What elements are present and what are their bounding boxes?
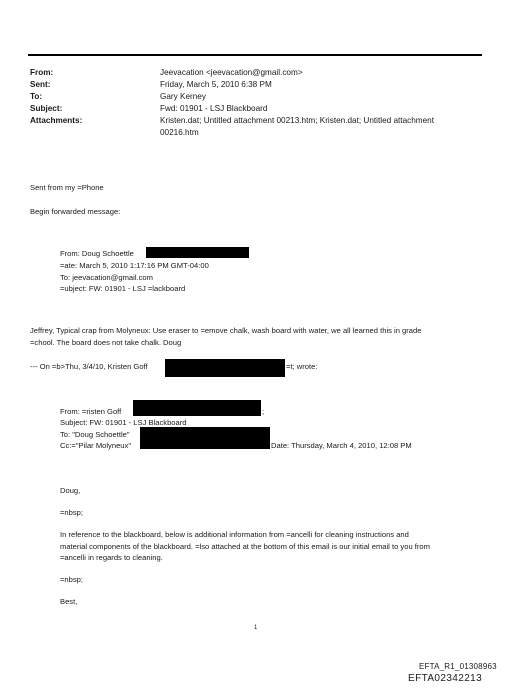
signoff-best: Best,	[60, 597, 78, 606]
page-number: 1	[254, 625, 258, 631]
fwd2-date: Date: Thursday, March 4, 2010, 12:08 PM	[271, 441, 412, 450]
fwd2-from: From: =risten Goff	[60, 407, 122, 416]
fwd2-subject: Subject: FW: 01901 - LSJ Blackboard	[60, 418, 187, 427]
fwd2-cc: Cc:="Pilar Molyneux"	[60, 441, 132, 450]
fwd2-from-suffix: ;	[262, 407, 265, 416]
fwd1-subject: =ubject: FW: 01901 - LSJ =lackboard	[60, 284, 186, 293]
on-line-suffix: =t; wrote:	[286, 362, 318, 371]
reference-line-1: In reference to the blackboard, below is additional information from =ancelli for cleaning instructions and	[60, 530, 409, 539]
fwd1-from: From: Doug Schoettle	[60, 249, 134, 258]
attachments-line-1: Kristen.dat; Untitled attachment 00213.htm; Kristen.dat; Untitled attachment	[160, 116, 434, 125]
redaction-box	[146, 247, 249, 258]
footer-bates-efta: EFTA02342213	[408, 673, 483, 684]
redaction-box	[133, 400, 261, 416]
footer-bates-r1: EFTA_R1_01308963	[419, 662, 497, 671]
to-label: To:	[30, 92, 43, 101]
redaction-box	[165, 359, 285, 377]
fwd1-to: To: jeevacation@gmail.com	[60, 273, 153, 282]
sent-value: Friday, March 5, 2010 6:38 PM	[160, 80, 272, 89]
on-line-prefix: --- On =b>Thu, 3/4/10, Kristen Goff	[30, 362, 148, 371]
reference-line-2: material components of the blackboard. =lso attached at the bottom of this email is our initial email to you from	[60, 542, 430, 551]
subject-label: Subject:	[30, 104, 63, 113]
sent-from-line: Sent from my =Phone	[30, 183, 104, 192]
attachments-label: Attachments:	[30, 116, 83, 125]
jeffrey-line-1: Jeffrey, Typical crap from Molyneux: Use eraser to =emove chalk, wash board with water, we all learned this in grade	[30, 326, 422, 335]
greeting-doug: Doug,	[60, 486, 81, 495]
nbsp-line-1: =nbsp;	[60, 508, 84, 517]
fwd1-date: =ate: March 5, 2010 1:17:16 PM GMT-04:00	[60, 261, 209, 270]
from-value: Jeevacation <jeevacation@gmail.com>	[160, 68, 303, 77]
sent-label: Sent:	[30, 80, 51, 89]
subject-value: Fwd: 01901 - LSJ Blackboard	[160, 104, 268, 113]
begin-forwarded-line: Begin forwarded message:	[30, 207, 121, 216]
header-rule	[28, 54, 482, 56]
jeffrey-line-2: =chool. The board does not take chalk. Doug	[30, 338, 182, 347]
nbsp-line-2: =nbsp;	[60, 575, 84, 584]
reference-line-3: =ancelli in regards to cleaning.	[60, 553, 163, 562]
from-label: From:	[30, 68, 54, 77]
fwd2-to: To: "Doug Schoettle"	[60, 430, 130, 439]
attachments-line-2: 00216.htm	[160, 128, 199, 137]
to-value: Gary Kerney	[160, 92, 206, 101]
redaction-box	[140, 427, 270, 449]
